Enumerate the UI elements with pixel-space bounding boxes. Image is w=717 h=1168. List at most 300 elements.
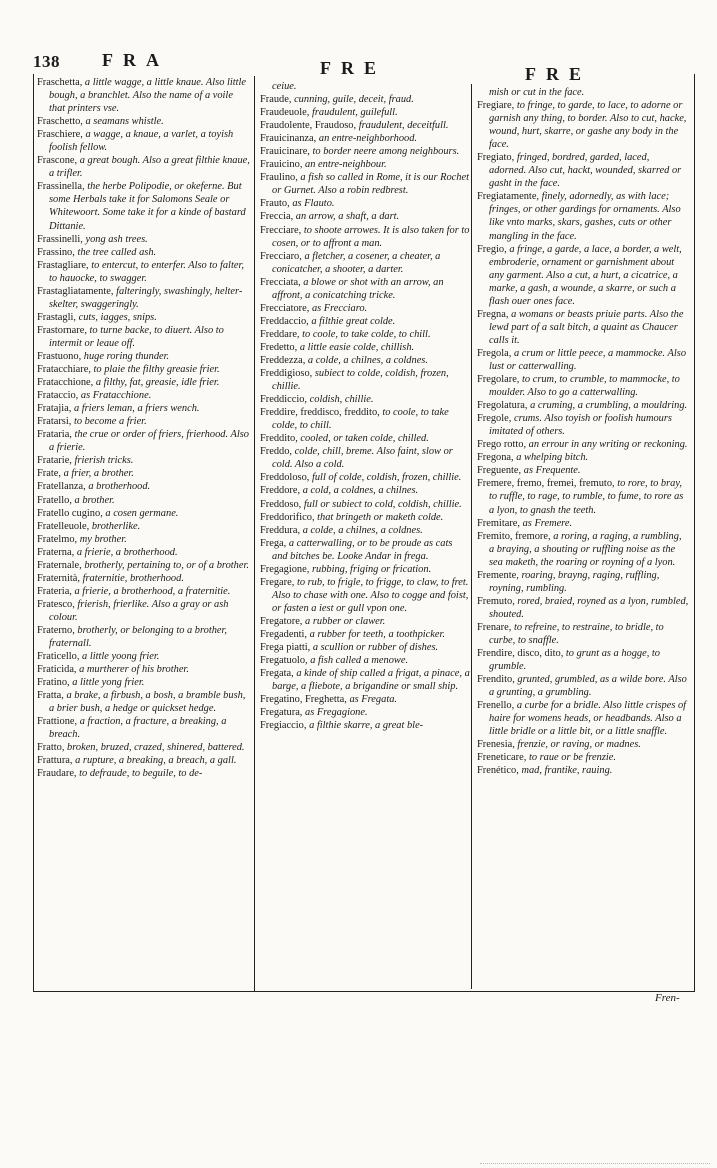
- definition: a brake, a firbush, a bosh, a bramble bush, a brier bush, a hedge or quickset hedge.: [49, 690, 246, 715]
- definition: a murtherer of his brother.: [79, 664, 189, 676]
- dictionary-entry: [260, 171, 470, 197]
- definition: a fish called a menowe.: [310, 655, 409, 667]
- headword: Fraternità,: [37, 572, 80, 584]
- dictionary-entry: [37, 676, 251, 689]
- definition: fraudulent, deceitfull.: [358, 120, 449, 132]
- definition: a womans or beasts priuie parts. Also the lewd part of a salt bitch, a quaint as Chaucer calls it.: [489, 308, 684, 346]
- headword: Frecciare,: [260, 224, 302, 236]
- headword: Frenético,: [477, 765, 519, 777]
- dictionary-entry: [37, 520, 251, 533]
- headword: Frauto,: [260, 198, 290, 210]
- headword: Frate,: [37, 468, 61, 480]
- headword: Frateria,: [37, 585, 72, 597]
- definition: a blowe or shot with an arrow, an affront, a conicatching tricke.: [272, 276, 444, 301]
- definition: fraudulent, guilefull.: [311, 107, 398, 119]
- dictionary-entry: [37, 507, 251, 520]
- dictionary-entry: [37, 715, 251, 741]
- definition: to raue or be frenzie.: [528, 752, 616, 764]
- dictionary-entry: [477, 243, 689, 308]
- headword: Frastornare,: [37, 324, 87, 336]
- definition: full of colde, coldish, frozen, chillie.: [311, 472, 462, 484]
- dictionary-entry: [260, 576, 470, 615]
- definition: a whelping bitch.: [516, 452, 589, 464]
- dictionary-entry: [260, 250, 470, 276]
- headword: Frassinelli,: [37, 233, 83, 245]
- definition: a seamans whistle.: [85, 116, 164, 128]
- headword: Frauicinanza,: [260, 133, 317, 145]
- headword: Freddigioso,: [260, 368, 313, 380]
- definition: a catterwalling, or to be proude as cats and bitches be. Looke Andar in frega.: [272, 537, 453, 562]
- definition: crums. Also toyish or foolish humours imitated of others.: [489, 413, 672, 438]
- headword: Fraternale,: [37, 559, 82, 571]
- dictionary-entry: [37, 689, 251, 715]
- dictionary-entry: [477, 399, 689, 412]
- definition: a little yoong frier.: [82, 651, 160, 663]
- dictionary-entry: [477, 595, 689, 621]
- headword: Fremito, fremore,: [477, 530, 551, 542]
- definition: as Fremere.: [522, 517, 573, 529]
- dictionary-entry: [477, 412, 689, 438]
- headword: Frastagliare,: [37, 259, 89, 271]
- dictionary-entry: [477, 673, 689, 699]
- definition: to fringe, to garde, to lace, to adorne or garnish any thing, to border. Also to cut, hacke, wound, hurt, skarre, or gashe any body in the face.: [489, 100, 687, 151]
- dictionary-entry: [260, 80, 470, 93]
- definition: the tree called ash.: [77, 246, 157, 258]
- definition: mad, frantike, rauing.: [521, 765, 613, 777]
- headword: Fraudeuole,: [260, 107, 310, 119]
- dictionary-entry: [260, 393, 470, 406]
- headword: Fregona,: [477, 452, 514, 464]
- column-left: [37, 76, 251, 988]
- definition: a colde, a chilnes, a coldnes.: [307, 354, 428, 366]
- headword: Freddaccio,: [260, 315, 309, 327]
- headword: Fraude,: [260, 94, 292, 106]
- headword: Frecciatore,: [260, 302, 310, 314]
- bottom-dotted-line: [480, 1163, 710, 1165]
- definition: ceiue.: [272, 81, 297, 92]
- dictionary-entry: [37, 415, 251, 428]
- dictionary-entry: [477, 477, 689, 516]
- definition: to border neere among neighbours.: [312, 146, 460, 158]
- dictionary-entry: [37, 76, 251, 115]
- headword: Frastuono,: [37, 350, 82, 362]
- dictionary-entry: [260, 132, 470, 145]
- headword: Frauicino,: [260, 159, 303, 171]
- definition: frenzie, or raving, or madnes.: [517, 739, 641, 751]
- headword: Freddito,: [260, 433, 298, 445]
- definition: a roring, a raging, a rumbling, a braying, a shouting or ruffling noise as the sea maketh, the roaring or royning of a lyon.: [489, 530, 682, 568]
- definition: as Fratacchione.: [80, 390, 152, 402]
- dictionary-entry: [260, 302, 470, 315]
- definition: as Fregagione.: [305, 707, 368, 719]
- dictionary-entry: [260, 354, 470, 367]
- headword: Frattione,: [37, 716, 78, 728]
- dictionary-entry: [37, 624, 251, 650]
- dictionary-entry: [37, 128, 251, 154]
- dictionary-entry: [260, 471, 470, 484]
- headword: Freddire, freddisco, freddito,: [260, 407, 380, 419]
- definition: a filthy, fat, greasie, idle frier.: [95, 377, 220, 389]
- headword: Frastagli,: [37, 311, 76, 323]
- dictionary-entry: [260, 524, 470, 537]
- running-head-center: FRE: [320, 58, 386, 78]
- dictionary-entry: [37, 650, 251, 663]
- definition: a little yong frier.: [72, 677, 145, 689]
- dictionary-entry: [477, 464, 689, 477]
- definition: fringed, bordred, garded, laced, adorned. Also cut, hackt, wounded, skarred or gasht in the face.: [489, 152, 682, 190]
- definition: a fraction, a fracture, a breaking, a breach.: [49, 716, 227, 741]
- dictionary-entry: [477, 530, 689, 569]
- headword: Fratellanza,: [37, 481, 86, 493]
- definition: an arrow, a shaft, a dart.: [295, 211, 400, 223]
- dictionary-entry: [260, 158, 470, 171]
- headword: Fratelmo,: [37, 533, 78, 545]
- definition: to plaie the filthy greasie frier.: [93, 364, 220, 376]
- definition: frierish, frierlike. Also a gray or ash colour.: [49, 598, 229, 623]
- definition: full or subiect to cold, coldish, chillie.: [303, 498, 462, 510]
- dictionary-entry: [477, 190, 689, 242]
- definition: fraternitie, brotherhood.: [82, 572, 184, 584]
- definition: a crum or little peece, a mammocke. Also lust or catterwalling.: [489, 347, 687, 372]
- headword: Fregadenti,: [260, 628, 308, 640]
- dictionary-entry: [260, 498, 470, 511]
- headword: Fregiare,: [477, 100, 515, 112]
- definition: a fish so called in Rome, it is our Rochet or Gurnet. Also a robin redbrest.: [272, 172, 469, 197]
- definition: frierish tricks.: [74, 455, 134, 467]
- headword: Fraticello,: [37, 651, 80, 663]
- definition: finely, adornedly, as with lace; fringes, or other gardings for ornaments. Also like vnto marks, skars, gashes, cuts or other mangling in the face.: [489, 191, 681, 242]
- dictionary-entry: [37, 494, 251, 507]
- dictionary-entry: [37, 428, 251, 454]
- definition: a little easie colde, chillish.: [299, 341, 415, 353]
- headword: Frascone,: [37, 155, 78, 167]
- definition: brotherly, or belonging to a brother, fraternall.: [49, 624, 228, 650]
- dictionary-entry: [477, 373, 689, 399]
- definition: huge roring thunder.: [83, 350, 170, 362]
- dictionary-entry: [260, 641, 470, 654]
- definition: to grunt as a hogge, to grumble.: [489, 648, 661, 673]
- dictionary-entry: [37, 115, 251, 128]
- definition: to refreine, to restraine, to bridle, to curbe, to snaffle.: [489, 621, 664, 646]
- headword: Fratta,: [37, 690, 64, 702]
- headword: Fregiato,: [477, 152, 515, 164]
- dictionary-entry: [260, 145, 470, 158]
- definition: a little wagge, a little knaue. Also little bough, a branchlet. Also the name of a voile that printers vse.: [49, 77, 247, 115]
- dictionary-entry: [477, 151, 689, 190]
- definition: a fringe, a garde, a lace, a border, a welt, embroderie, ornament or garnishment about any garment. Also a cut, a hurt, a cicatrice, a marke, a gash, a wounde, a skarre, or such a flash ouer ones face.: [489, 243, 682, 307]
- definition: a cruming, a crumbling, a mouldring.: [530, 400, 688, 412]
- headword: Fregata,: [260, 668, 294, 680]
- definition: subiect to colde, coldish, frozen, chillie.: [272, 368, 449, 393]
- definition: a wagge, a knaue, a varlet, a toyish foolish fellow.: [49, 129, 234, 154]
- headword: Fraudare,: [37, 768, 77, 780]
- headword: Frega piatti,: [260, 642, 311, 654]
- definition: a brotherhood.: [88, 481, 151, 493]
- definition: rored, braied, royned as a lyon, rumbled, shouted.: [489, 595, 689, 620]
- dictionary-entry: [477, 751, 689, 764]
- dictionary-entry: [260, 341, 470, 354]
- headword: Fregio,: [477, 243, 507, 255]
- dictionary-entry: [260, 93, 470, 106]
- definition: to become a frier.: [73, 416, 147, 428]
- headword: Frattura,: [37, 755, 73, 767]
- dictionary-entry: [37, 350, 251, 363]
- headword: Frecciaro,: [260, 250, 302, 262]
- headword: Frastagliatamente,: [37, 285, 114, 297]
- definition: grunted, grumbled, as a wilde bore. Also a grunting, a grumbling.: [489, 674, 687, 699]
- definition: coldish, chillie.: [309, 394, 374, 406]
- dictionary-entry: [37, 754, 251, 767]
- headword: Freddiccio,: [260, 394, 308, 406]
- definition: a filthie great colde.: [311, 315, 396, 327]
- dictionary-entry: [477, 517, 689, 530]
- headword: Freddoso,: [260, 498, 302, 510]
- dictionary-entry: [477, 569, 689, 595]
- definition: yong ash trees.: [85, 233, 148, 245]
- headword: Frego rotto,: [477, 439, 527, 451]
- headword: Freddorifico,: [260, 511, 315, 523]
- definition: brotherly, pertaining to, or of a brother.: [84, 559, 249, 571]
- dictionary-entry: [37, 572, 251, 585]
- definition: to shoote arrowes. It is also taken for to cosen, or to affront a man.: [272, 224, 470, 249]
- headword: Frenello,: [477, 700, 515, 712]
- headword: Freddo,: [260, 446, 293, 458]
- headword: Freddare,: [260, 328, 300, 340]
- dictionary-entry: [37, 480, 251, 493]
- dictionary-entry: [37, 559, 251, 572]
- column-middle: [260, 80, 470, 988]
- dictionary-entry: [477, 699, 689, 738]
- definition: a filthie skarre, a great ble-: [309, 720, 424, 732]
- headword: Fratacchiare,: [37, 364, 91, 376]
- dictionary-entry: [260, 119, 470, 132]
- definition: cooled, or taken colde, chilled.: [300, 433, 429, 445]
- headword: Fraterna,: [37, 546, 75, 558]
- dictionary-entry: [37, 154, 251, 180]
- definition: to coole, to take colde, to chill.: [302, 328, 431, 340]
- headword: Fregola,: [477, 347, 512, 359]
- dictionary-entry: [37, 324, 251, 350]
- definition: a curbe for a bridle. Also little crispes of haire for womens heads, or headbands. Also a little bridle or a little bit, or a little snaffle.: [489, 700, 687, 738]
- definition: brotherlike.: [91, 520, 141, 532]
- headword: Fregolare,: [477, 374, 520, 386]
- headword: Frassinella,: [37, 181, 85, 193]
- definition: a rubber for teeth, a toothpicker.: [309, 628, 446, 640]
- definition: a colde, a chilnes, a coldnes.: [302, 524, 423, 536]
- headword: Fregiatamente,: [477, 191, 540, 203]
- definition: to turne backe, to diuert. Also to intermit or leaue off.: [49, 324, 224, 349]
- dictionary-entry: [37, 454, 251, 467]
- running-head-right: FRE: [525, 64, 591, 84]
- definition: a fletcher, a cosener, a cheater, a conicatcher, a shooter, a darter.: [272, 250, 441, 275]
- definition: cuts, iagges, snips.: [78, 311, 157, 323]
- dictionary-entry: [477, 738, 689, 751]
- definition: a kinde of ship called a frigat, a pinace, a barge, a fliebote, a brigandine or small ship.: [272, 668, 470, 693]
- headword: Fratesco,: [37, 598, 75, 610]
- headword: Freneticare,: [477, 752, 527, 764]
- headword: Frassino,: [37, 246, 75, 258]
- dictionary-entry: [260, 445, 470, 471]
- definition: falteringly, swashingly, helter-skelter, swaggeringly.: [49, 285, 243, 310]
- definition: to entercut, to enterfer. Also to falter, to hauocke, to swagger.: [49, 259, 244, 284]
- headword: Fratino,: [37, 677, 70, 689]
- definition: cunning, guile, deceit, fraud.: [294, 94, 414, 106]
- dictionary-entry: [260, 667, 470, 693]
- definition: the crue or order of friers, frierhood. Also a frierie.: [49, 429, 249, 454]
- definition: an errour in any writing or reckoning.: [528, 439, 688, 451]
- dictionary-entry: [477, 647, 689, 673]
- dictionary-entry: [37, 741, 251, 754]
- headword: Freccia,: [260, 211, 294, 223]
- page-number: 138: [33, 52, 60, 71]
- dictionary-entry: [260, 484, 470, 497]
- definition: my brother.: [79, 533, 127, 545]
- headword: Freddoloso,: [260, 472, 310, 484]
- headword: Frega,: [260, 537, 287, 549]
- dictionary-entry: [37, 598, 251, 624]
- definition: a brother.: [74, 494, 115, 506]
- definition: as Fregata.: [349, 694, 397, 706]
- headword: Frendito,: [477, 674, 515, 686]
- dictionary-entry: [37, 376, 251, 389]
- dictionary-entry: [477, 86, 689, 99]
- definition: as Flauto.: [292, 198, 335, 210]
- headword: Fraticida,: [37, 664, 77, 676]
- dictionary-entry: [260, 693, 470, 706]
- definition: to rub, to frigle, to frigge, to claw, to fret. Also to chase with one. Also to cogge and foist, or fasten a iest or gull vpon one.: [272, 576, 469, 614]
- dictionary-entry: [260, 432, 470, 445]
- dictionary-entry: [477, 438, 689, 451]
- definition: to rore, to bray, to ruffle, to rage, to rumble, to fume, to rore as a lyon, to gnash the teeth.: [489, 478, 684, 516]
- dictionary-entry: [477, 308, 689, 347]
- dictionary-entry: [260, 406, 470, 432]
- dictionary-entry: [260, 224, 470, 250]
- definition: to coole, to take colde, to chill.: [272, 407, 449, 432]
- dictionary-entry: [37, 285, 251, 311]
- column-rule-1: [254, 76, 255, 991]
- headword: Fregatuolo,: [260, 655, 308, 667]
- dictionary-entry: [37, 546, 251, 559]
- headword: Fregolatura,: [477, 400, 528, 412]
- definition: as Frecciaro.: [311, 302, 368, 314]
- headword: Frenesia,: [477, 739, 515, 751]
- headword: Fredetto,: [260, 341, 298, 353]
- dictionary-entry: [37, 767, 251, 780]
- headword: Fregiaccio,: [260, 720, 307, 732]
- headword: Fratto,: [37, 742, 65, 754]
- dictionary-entry: [260, 315, 470, 328]
- definition: a frierie, a brotherhood.: [76, 546, 178, 558]
- dictionary-entry: [37, 467, 251, 480]
- headword: Frataria,: [37, 429, 72, 441]
- dictionary-entry: [260, 367, 470, 393]
- definition: mish or cut in the face.: [489, 87, 585, 98]
- dictionary-entry: [37, 233, 251, 246]
- headword: Fratelleuole,: [37, 520, 90, 532]
- headword: Fremuto,: [477, 595, 515, 607]
- headword: Fregagione,: [260, 563, 310, 575]
- dictionary-entry: [477, 347, 689, 373]
- headword: Fratacchione,: [37, 377, 94, 389]
- definition: that bringeth or maketh colde.: [317, 511, 444, 523]
- headword: Fratarie,: [37, 455, 72, 467]
- headword: Fraschetto,: [37, 116, 83, 128]
- headword: Freddore,: [260, 485, 301, 497]
- dictionary-entry: [37, 246, 251, 259]
- definition: colde, chill, breme. Also faint, slow or cold. Also a cold.: [272, 446, 453, 471]
- dictionary-entry: [37, 389, 251, 402]
- definition: a cosen germane.: [105, 507, 179, 519]
- dictionary-entry: [477, 764, 689, 777]
- definition: a cold, a coldnes, a chilnes.: [302, 485, 419, 497]
- headword: Fregatura,: [260, 707, 303, 719]
- definition: an entre-neighbour.: [305, 159, 387, 171]
- headword: Fraulino,: [260, 172, 298, 184]
- running-head-left: FRA: [102, 50, 169, 70]
- dictionary-entry: [37, 663, 251, 676]
- definition: broken, bruzed, crazed, shinered, battered.: [67, 742, 245, 754]
- headword: Fratello,: [37, 494, 72, 506]
- dictionary-entry: [260, 719, 470, 732]
- definition: a friers leman, a friers wench.: [73, 403, 200, 415]
- definition: a rupture, a breaking, a breach, a gall.: [75, 755, 237, 767]
- headword: Fregna,: [477, 308, 509, 320]
- headword: Fremere, fremo, fremei, fremuto,: [477, 478, 615, 490]
- dictionary-entry: [477, 621, 689, 647]
- dictionary-entry: [37, 533, 251, 546]
- dictionary-entry: [260, 197, 470, 210]
- definition: a great bough. Also a great filthie knaue, a trifler.: [49, 155, 250, 180]
- headword: Fremente,: [477, 569, 519, 581]
- definition: a scullion or rubber of dishes.: [312, 642, 439, 654]
- dictionary-entry: [37, 402, 251, 415]
- dictionary-entry: [260, 511, 470, 524]
- dictionary-entry: [37, 363, 251, 376]
- headword: Fratajia,: [37, 403, 72, 415]
- headword: Freddezza,: [260, 354, 306, 366]
- dictionary-entry: [260, 628, 470, 641]
- headword: Frataccio,: [37, 390, 79, 402]
- headword: Fraschetta,: [37, 77, 83, 88]
- definition: a frierie, a brotherhood, a fraternitie.: [74, 585, 231, 597]
- definition: an entre-neighborhood.: [318, 133, 417, 145]
- headword: Fratarsi,: [37, 416, 72, 428]
- dictionary-entry: [260, 563, 470, 576]
- headword: Fregatore,: [260, 615, 303, 627]
- definition: to crum, to crumble, to mammocke, to moulder. Also to go a catterwalling.: [489, 374, 680, 399]
- dictionary-entry: [260, 276, 470, 302]
- headword: Fratello cugino,: [37, 507, 103, 519]
- dictionary-entry: [260, 210, 470, 223]
- dictionary-entry: [260, 537, 470, 563]
- dictionary-entry: [37, 585, 251, 598]
- dictionary-entry: [37, 180, 251, 232]
- dictionary-entry: [260, 654, 470, 667]
- headword: Frauicinare,: [260, 146, 310, 158]
- headword: Fremitare,: [477, 517, 520, 529]
- definition: the herbe Polipodie, or okeferne. But some Herbals take it for Salomons Seale or Whitewoort. Some take it for a kinde of bastard Dittanie.: [49, 181, 246, 232]
- definition: a rubber or clawer.: [305, 615, 386, 627]
- headword: Fraudolente, Fraudoso,: [260, 120, 357, 132]
- headword: Frenare,: [477, 621, 512, 633]
- headword: Frecciata,: [260, 276, 301, 288]
- dictionary-entry: [260, 615, 470, 628]
- dictionary-entry: [260, 706, 470, 719]
- dictionary-entry: [477, 99, 689, 151]
- headword: Freguente,: [477, 465, 522, 477]
- headword: Fregatino, Freghetta,: [260, 694, 347, 706]
- definition: rubbing, friging or frication.: [311, 563, 432, 575]
